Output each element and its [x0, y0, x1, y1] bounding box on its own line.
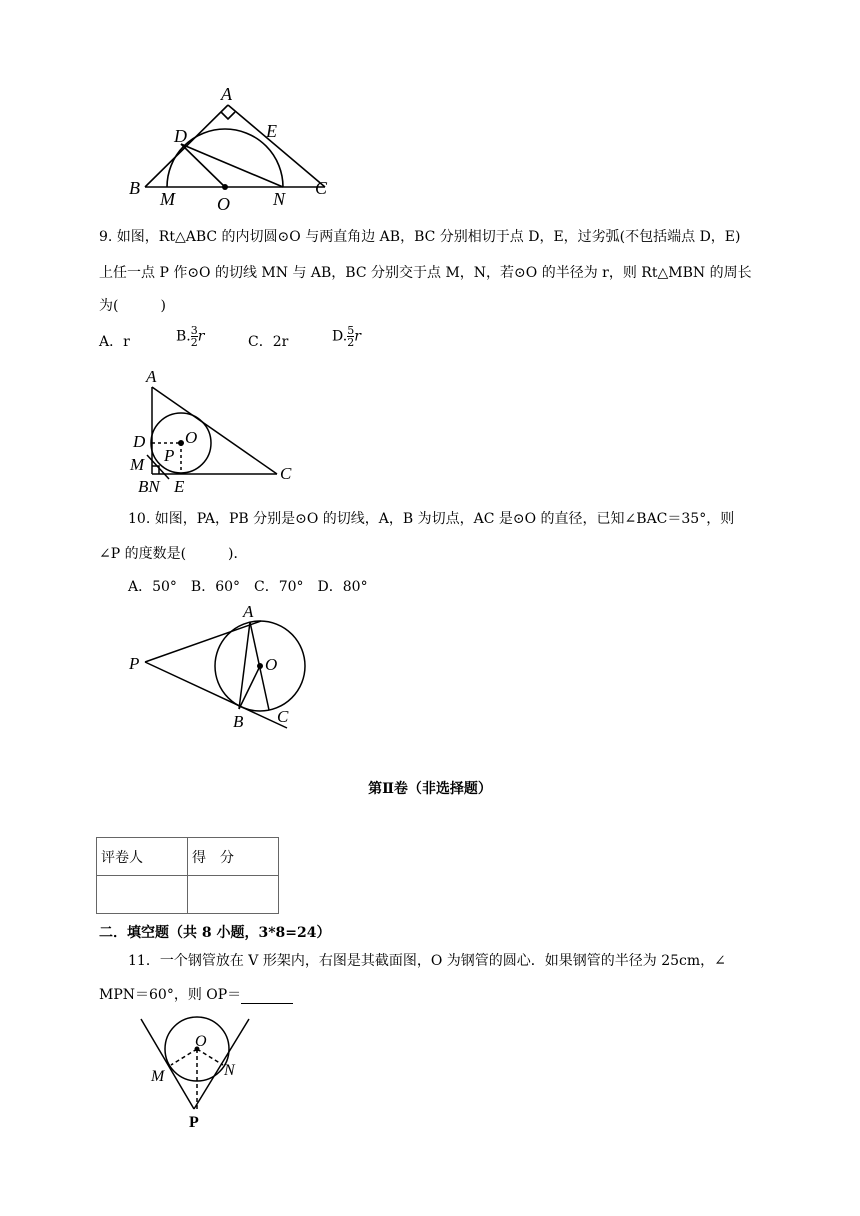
label-d: D [174, 126, 187, 146]
q9-option-c: C．2r [248, 334, 289, 350]
q9-option-a: A．r [99, 334, 130, 350]
label-b: B [233, 712, 244, 731]
label-o: O [185, 428, 198, 447]
q11-line2 [99, 984, 293, 1004]
label-o: O [265, 655, 278, 674]
option-d-prefix: D. [332, 328, 348, 345]
score-table [96, 837, 279, 914]
q10-line1: 10. 如图，PA，PB 分别是⊙O 的切线，A，B 为切点，AC 是⊙O 的直径，已知∠BAC＝35°，则 [128, 511, 735, 527]
v-frame-left [141, 1019, 194, 1109]
label-p: P [164, 446, 175, 465]
q11-line1: 11．一个钢管放在 V 形架内，右图是其截面图，O 为钢管的圆心．如果钢管的半径为 25cm，∠ [128, 953, 726, 969]
table-cell-reviewer: 评卷人 [97, 838, 188, 876]
fraction-b-num: 3 [190, 324, 198, 337]
label-c: C [280, 464, 292, 483]
center-dot [257, 663, 263, 669]
part2-heading: 二．填空题（共 8 小题，3*8=24） [99, 925, 331, 941]
figure-q11 [135, 1015, 260, 1130]
label-o: O [217, 194, 230, 214]
label-e: E [174, 477, 185, 496]
label-p: P [189, 1114, 199, 1130]
label-n: N [224, 1062, 235, 1079]
fraction-b-den: 2 [190, 336, 198, 349]
label-b: B [129, 178, 140, 198]
label-m: M [160, 189, 175, 209]
line-ac [228, 105, 325, 187]
option-b-r: r [197, 328, 205, 345]
label-a: A [243, 602, 254, 621]
q10-options: A．50° B．60° C．70° D．80° [128, 579, 368, 595]
table-cell-reviewer-blank[interactable] [97, 876, 188, 914]
table-cell-score-blank[interactable] [188, 876, 279, 914]
line-dn [181, 144, 283, 187]
label-a: A [221, 84, 232, 104]
figure-q10 [125, 600, 320, 735]
tangent-pa [145, 621, 261, 662]
label-c: C [277, 707, 289, 726]
right-angle-mark [221, 112, 235, 119]
fraction-b [191, 325, 198, 348]
chord-ab [239, 622, 250, 709]
q11-line2-text: MPN＝60°，则 OP＝ [99, 987, 242, 1003]
table-cell-score: 得 分 [188, 838, 279, 876]
label-m: M [130, 455, 145, 474]
line-do [181, 144, 225, 187]
figure-q9 [125, 365, 305, 497]
label-a: A [146, 367, 157, 386]
label-d: D [133, 432, 146, 451]
q9-option-d [332, 325, 361, 348]
q9-line2: 上任一点 P 作⊙O 的切线 MN 与 AB，BC 分别交于点 M，N，若⊙O 的半径为 r，则 Rt△MBN 的周长 [99, 265, 752, 281]
label-e: E [266, 121, 277, 141]
line-om-dashed [171, 1049, 197, 1065]
center-dot [222, 184, 228, 190]
option-d-r: r [354, 328, 361, 345]
line-on-dashed [197, 1049, 223, 1065]
answer-blank[interactable] [241, 989, 293, 1004]
label-c: C [315, 178, 328, 198]
q9-line1: 9. 如图，Rt△ABC 的内切圆⊙O 与两直角边 AB，BC 分别相切于点 D，E，过劣弧(不包括端点 D，E) [99, 229, 741, 245]
label-bn: BN [138, 477, 160, 496]
q9-line3: 为( ) [99, 298, 166, 314]
figure-q8 [120, 80, 350, 215]
label-n: N [273, 189, 286, 209]
section2-title: 第Ⅱ卷（非选择题） [368, 781, 492, 797]
q9-option-b [176, 325, 204, 348]
fraction-d-num: 5 [347, 324, 355, 337]
fraction-d-den: 2 [347, 336, 355, 349]
option-b-prefix: B. [176, 328, 191, 345]
label-o: O [195, 1033, 207, 1050]
center-dot [178, 440, 184, 446]
label-m: M [151, 1068, 165, 1085]
label-p: P [129, 654, 140, 673]
q10-line2: ∠P 的度数是( )． [99, 546, 248, 562]
